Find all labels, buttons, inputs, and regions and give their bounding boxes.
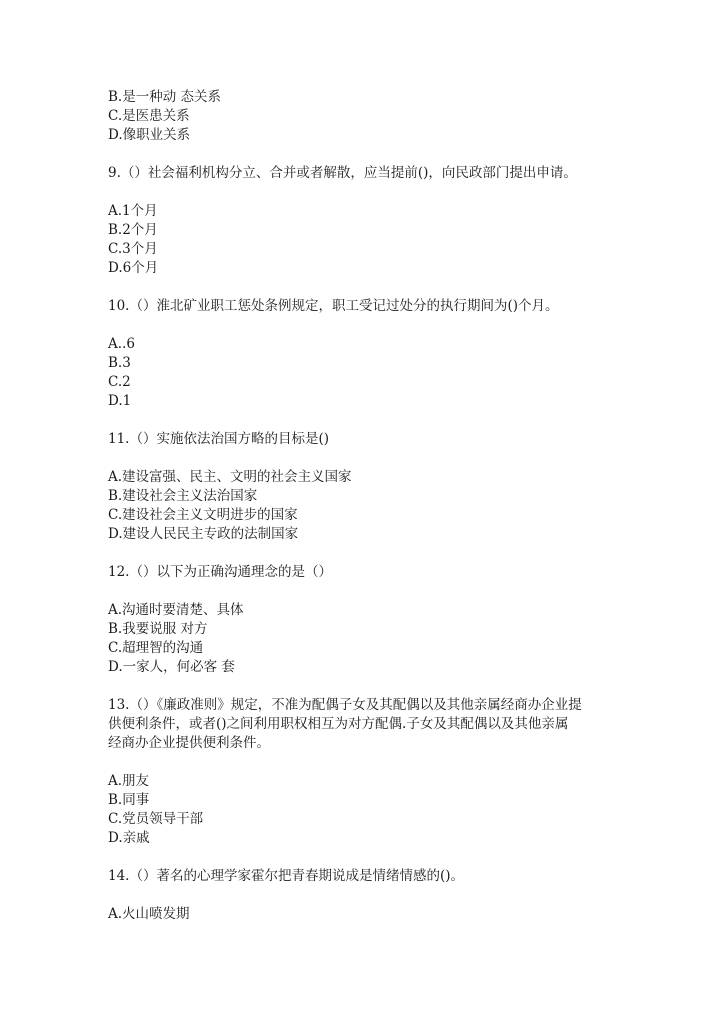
question-text: 经商办企业提供便利条件。 — [108, 735, 270, 751]
question-text: 10.（）淮北矿业职工惩处条例规定，职工受记过处分的执行期间为()个月。 — [108, 298, 559, 314]
option-line: D.一家人，何必客 套 — [108, 659, 235, 675]
question-9 — [108, 164, 628, 278]
question-text: 12.（）以下为正确沟通理念的是（） — [108, 564, 332, 580]
option-line: B.建设社会主义法治国家 — [108, 488, 258, 504]
previous-question-options — [108, 88, 628, 145]
question-10 — [108, 297, 628, 411]
option-line: D.1 — [108, 393, 132, 409]
question-13 — [108, 696, 628, 848]
document-page — [108, 88, 628, 924]
question-text: 13.（）《廉政准则》规定，不准为配偶子女及其配偶以及其他亲属经商办企业提 — [108, 697, 582, 713]
question-text: 9.（）社会福利机构分立、合并或者解散，应当提前()，向民政部门提出申请。 — [108, 165, 577, 181]
question-text: 供便利条件，或者()之间利用职权相互为对方配偶.子女及其配偶以及其他亲属 — [108, 716, 569, 732]
question-12 — [108, 563, 628, 677]
question-text: 11.（）实施依法治国方略的目标是() — [108, 431, 330, 447]
option-line: D.像职业关系 — [108, 127, 191, 143]
option-line: D.亲戚 — [108, 830, 150, 846]
option-line: C.党员领导干部 — [108, 811, 204, 827]
option-line: C.2 — [108, 374, 131, 390]
question-11 — [108, 430, 628, 544]
option-line: A.朋友 — [108, 773, 150, 789]
option-line: C.3个月 — [108, 241, 158, 257]
question-14 — [108, 867, 628, 924]
option-line: C.超理智的沟通 — [108, 640, 204, 656]
option-line: B.2个月 — [108, 222, 158, 238]
option-line: A.建设富强、民主、文明的社会主义国家 — [108, 469, 352, 485]
option-line: B.同事 — [108, 792, 150, 808]
option-line: A.沟通时要清楚、具体 — [108, 602, 244, 618]
option-line: D.建设人民民主专政的法制国家 — [108, 526, 299, 542]
question-text: 14.（）著名的心理学家霍尔把青春期说成是情绪情感的()。 — [108, 868, 465, 884]
option-line: C.建设社会主义文明进步的国家 — [108, 507, 298, 523]
option-line: A..6 — [108, 336, 135, 352]
option-line: B.是一种动 态关系 — [108, 89, 222, 105]
option-line: C.是医患关系 — [108, 108, 190, 124]
option-line: D.6个月 — [108, 260, 159, 276]
option-line: B.我要说服 对方 — [108, 621, 208, 637]
option-line: B.3 — [108, 355, 131, 371]
option-line: A.火山喷发期 — [108, 906, 190, 922]
option-line: A.1个月 — [108, 203, 158, 219]
